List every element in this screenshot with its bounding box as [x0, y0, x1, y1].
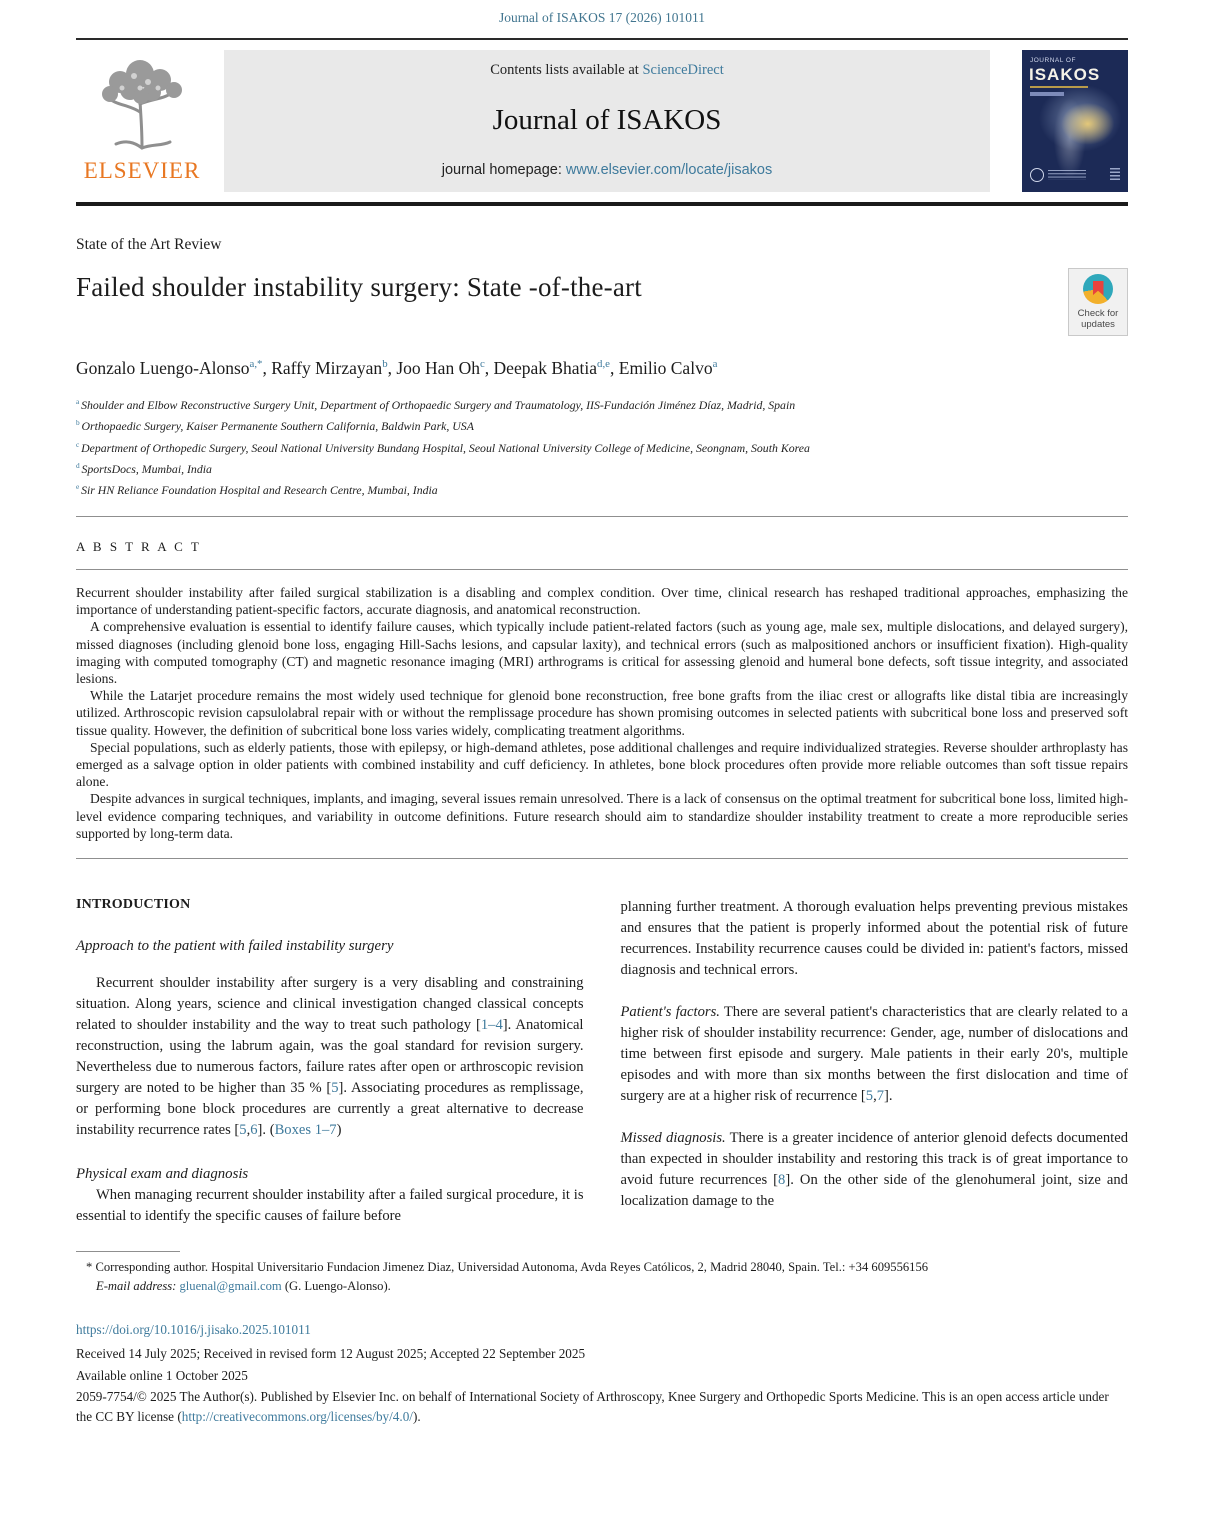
crossmark-icon — [1083, 274, 1113, 304]
journal-cover-thumbnail[interactable] — [1022, 50, 1128, 192]
abstract-heading: A B S T R A C T — [76, 538, 202, 554]
sciencedirect-link[interactable]: ScienceDirect — [642, 62, 724, 78]
abstract-bottom-rule — [76, 858, 1128, 859]
homepage-text: journal homepage: — [441, 162, 566, 178]
issn-license-note: 2059-7754/© 2025 The Author(s). Published by Elsevier Inc. on behalf of International Society of Arthroscopy, Knee Surgery and Orthopedic Sports Medicine. This is an open access article under the CC BY license (http://creativecommons.org/licenses/by/4.0/). — [76, 1389, 1109, 1425]
affiliation-b: $^b$ Orthopaedic Surgery, Kaiser Permanente Southern California, Baldwin Park, USA — [76, 418, 474, 434]
abstract-heading-rule — [76, 569, 1128, 570]
article-category: State of the Art Review — [76, 236, 222, 253]
affiliation-e: $^e$ Sir HN Reliance Foundation Hospital and Research Centre, Mumbai, India — [76, 482, 438, 498]
journal-banner — [224, 50, 990, 192]
article-body-columns — [76, 897, 1128, 1227]
available-online: Available online 1 October 2025 — [76, 1367, 248, 1383]
right-column — [621, 897, 1129, 1227]
section-heading-introduction: INTRODUCTION — [76, 896, 191, 912]
body-paragraph-patients-factors: Patient's factors. There are several patient's characteristics that are clearly related to a higher risk of shoulder instability recurrence: Gender, age, number of dislocations and time between first episode and surgery. Male patients in their early 20's, multiple episodes and with more than six months between the first dislocation and time of surgery are at a higher risk of recurrence [5,7]. — [620, 1003, 1129, 1104]
check-for-updates-badge[interactable] — [1068, 268, 1128, 336]
top-rule — [76, 38, 1128, 40]
corresponding-author-note: * Corresponding author. Hospital Universitario Fundacion Jimenez Diaz, Universidad Autonoma, Avda Reyes Católicos, 2, Madrid 28040, Spain. Tel.: +34 609556156 — [86, 1259, 929, 1274]
cover-society-seal — [1030, 168, 1044, 182]
affiliation-a: $^a$ Shoulder and Elbow Reconstructive Surgery Unit, Department of Orthopaedic Surgery and Traumatology, IIS-Fundación Jiménez Díaz, Madrid, Spain — [76, 396, 796, 412]
elsevier-logo[interactable] — [76, 50, 208, 192]
affiliation-d: $^d$ SportsDocs, Mumbai, India — [76, 461, 212, 476]
elsevier-wordmark: ELSEVIER — [83, 158, 201, 183]
abstract-paragraph: Despite advances in surgical techniques, implants, and imaging, several issues remain unresolved. There is a lack of consensus on the optimal treatment for subcritical bone loss, limited high-level evidence comparing techniques, and variability in outcome definitions. Future research should aim to standardize shoulder instability treatment to create a more reproducible series supported by long-term data. — [76, 791, 1128, 841]
publication-info — [76, 1320, 1128, 1427]
body-paragraph: planning further treatment. A thorough evaluation helps preventing previous mistakes and ensures that the patient is properly informed about the potential risk of future recurrences. Instability recurrence causes could be divided in: patient's factors, missed diagnosis and technical errors. — [620, 898, 1128, 978]
article-title: Failed shoulder instability surgery: State -of-the-art — [76, 272, 642, 302]
check-updates-label: Check for updates — [1077, 308, 1119, 331]
journal-homepage-link[interactable]: www.elsevier.com/locate/jisakos — [565, 162, 773, 178]
bookmark-icon — [1093, 281, 1104, 296]
running-head-citation: Journal of ISAKOS 17 (2026) 101011 — [498, 10, 706, 25]
elsevier-tree-icon — [94, 52, 190, 156]
cover-accent-bar — [1030, 92, 1064, 96]
author-line: Gonzalo Luengo-Alonso$^{a,*}$, Raffy Mirzayan$^b$, Joo Han Oh$^c$, Deepak Bhatia$^{d,e}$, Emilio Calvo$^a$ — [76, 357, 718, 378]
cover-society-text — [1048, 170, 1086, 180]
cover-publisher-mark — [1110, 168, 1120, 182]
left-column — [76, 897, 584, 1227]
abstract-paragraph: While the Latarjet procedure remains the most widely used technique for glenoid bone reconstruction, free bone grafts from the iliac crest or allografts like distal tibia are increasingly utilized. Arthroscopic revision capsulolabral repair with or without the remplissage procedure has shown promising outcomes in selected patients with subcritical bone loss and preserved soft tissue quality. However, the definition of subcritical bone loss varies widely, complicating treatment algorithms. — [76, 688, 1128, 738]
contents-text: Contents lists available at — [490, 62, 643, 78]
body-paragraph: When managing recurrent shoulder instability after a failed surgical procedure, it is essential to identify the specific causes of failure before — [76, 1186, 584, 1224]
cover-title-small: JOURNAL OF — [1030, 57, 1076, 64]
subsection-heading-physical-exam: Physical exam and diagnosis — [76, 1165, 249, 1182]
journal-title: Journal of ISAKOS — [492, 104, 722, 136]
subsection-heading-approach: Approach to the patient with failed instability surgery — [76, 937, 394, 954]
abstract-paragraph: Special populations, such as elderly patients, those with epilepsy, or high-demand athletes, pose additional challenges and require individualized strategies. Reverse shoulder arthroplasty has emerged as a salvage option in older patients with combined instability and cuff deficiency. In athletes, bone block procedures often provide more reliable outcomes than soft tissue repairs alone. — [76, 739, 1128, 790]
abstract-top-rule — [76, 516, 1128, 517]
contents-line — [490, 62, 724, 79]
cover-subtitle-bar — [1030, 86, 1088, 88]
abstract-paragraph: Recurrent shoulder instability after failed surgical stabilization is a disabling and complex condition. Over time, clinical research has reshaped traditional approaches, emphasizing the importance of understanding patient-specific factors, accurate diagnosis, and anatomical reconstruction. — [76, 584, 1128, 618]
affiliation-c: $^c$ Department of Orthopedic Surgery, Seoul National University Bundang Hospital, Seoul National University College of Medicine, Seongnam, South Korea — [76, 439, 810, 455]
affiliations — [76, 393, 1128, 500]
email-note: E-mail address: gluenal@gmail.com (G. Luengo-Alonso). — [96, 1278, 391, 1293]
masthead-bottom-rule — [76, 202, 1128, 206]
doi-link[interactable]: https://doi.org/10.1016/j.jisako.2025.101011 — [76, 1321, 311, 1337]
cover-title-large: ISAKOS — [1029, 65, 1101, 84]
body-paragraph: Recurrent shoulder instability after surgery is a very disabling and constraining situation. Along years, science and clinical investigation changed classical concepts related to shoulder instability and the way to treat such pathology [1–4]. Anatomical reconstruction, using the labrum again, was the goal standard for revision surgery. Nevertheless due to numerous factors, failure rates after open or arthroscopic revision surgery are noted to be higher than 35 % [5]. Associating procedures as remplissage, or performing bone block procedures are currently a great alternative to decrease instability recurrence rates [5,6]. (Boxes 1–7) — [76, 974, 584, 1138]
journal-masthead — [76, 50, 1128, 192]
homepage-line — [442, 162, 772, 178]
body-paragraph-missed-diagnosis: Missed diagnosis. There is a greater incidence of anterior glenoid defects documented than expected in shoulder instability and restoring this track is of great importance to avoid future recurrences [8]. On the other side of the glenohumeral joint, size and localization damage to the — [620, 1129, 1129, 1209]
abstract-paragraph: A comprehensive evaluation is essential to identify failure causes, which typically include patient-related factors (such as young age, male sex, multiple dislocations, and delayed surgery), missed diagnoses (including glenoid bone loss, engaging Hill-Sachs lesions, and capsular laxity), and technical errors (such as malpositioned anchors or insufficient fixation). High-quality imaging with computed tomography (CT) and magnetic resonance imaging (MRI) arthrograms is critical for assessing glenoid and humeral bone defects, soft tissue integrity, and associated lesions. — [76, 619, 1128, 686]
footnote-separator — [76, 1251, 180, 1252]
footnotes — [76, 1258, 1128, 1296]
abstract-body — [76, 584, 1128, 842]
received-dates: Received 14 July 2025; Received in revised form 12 August 2025; Accepted 22 September 2025 — [76, 1345, 586, 1361]
